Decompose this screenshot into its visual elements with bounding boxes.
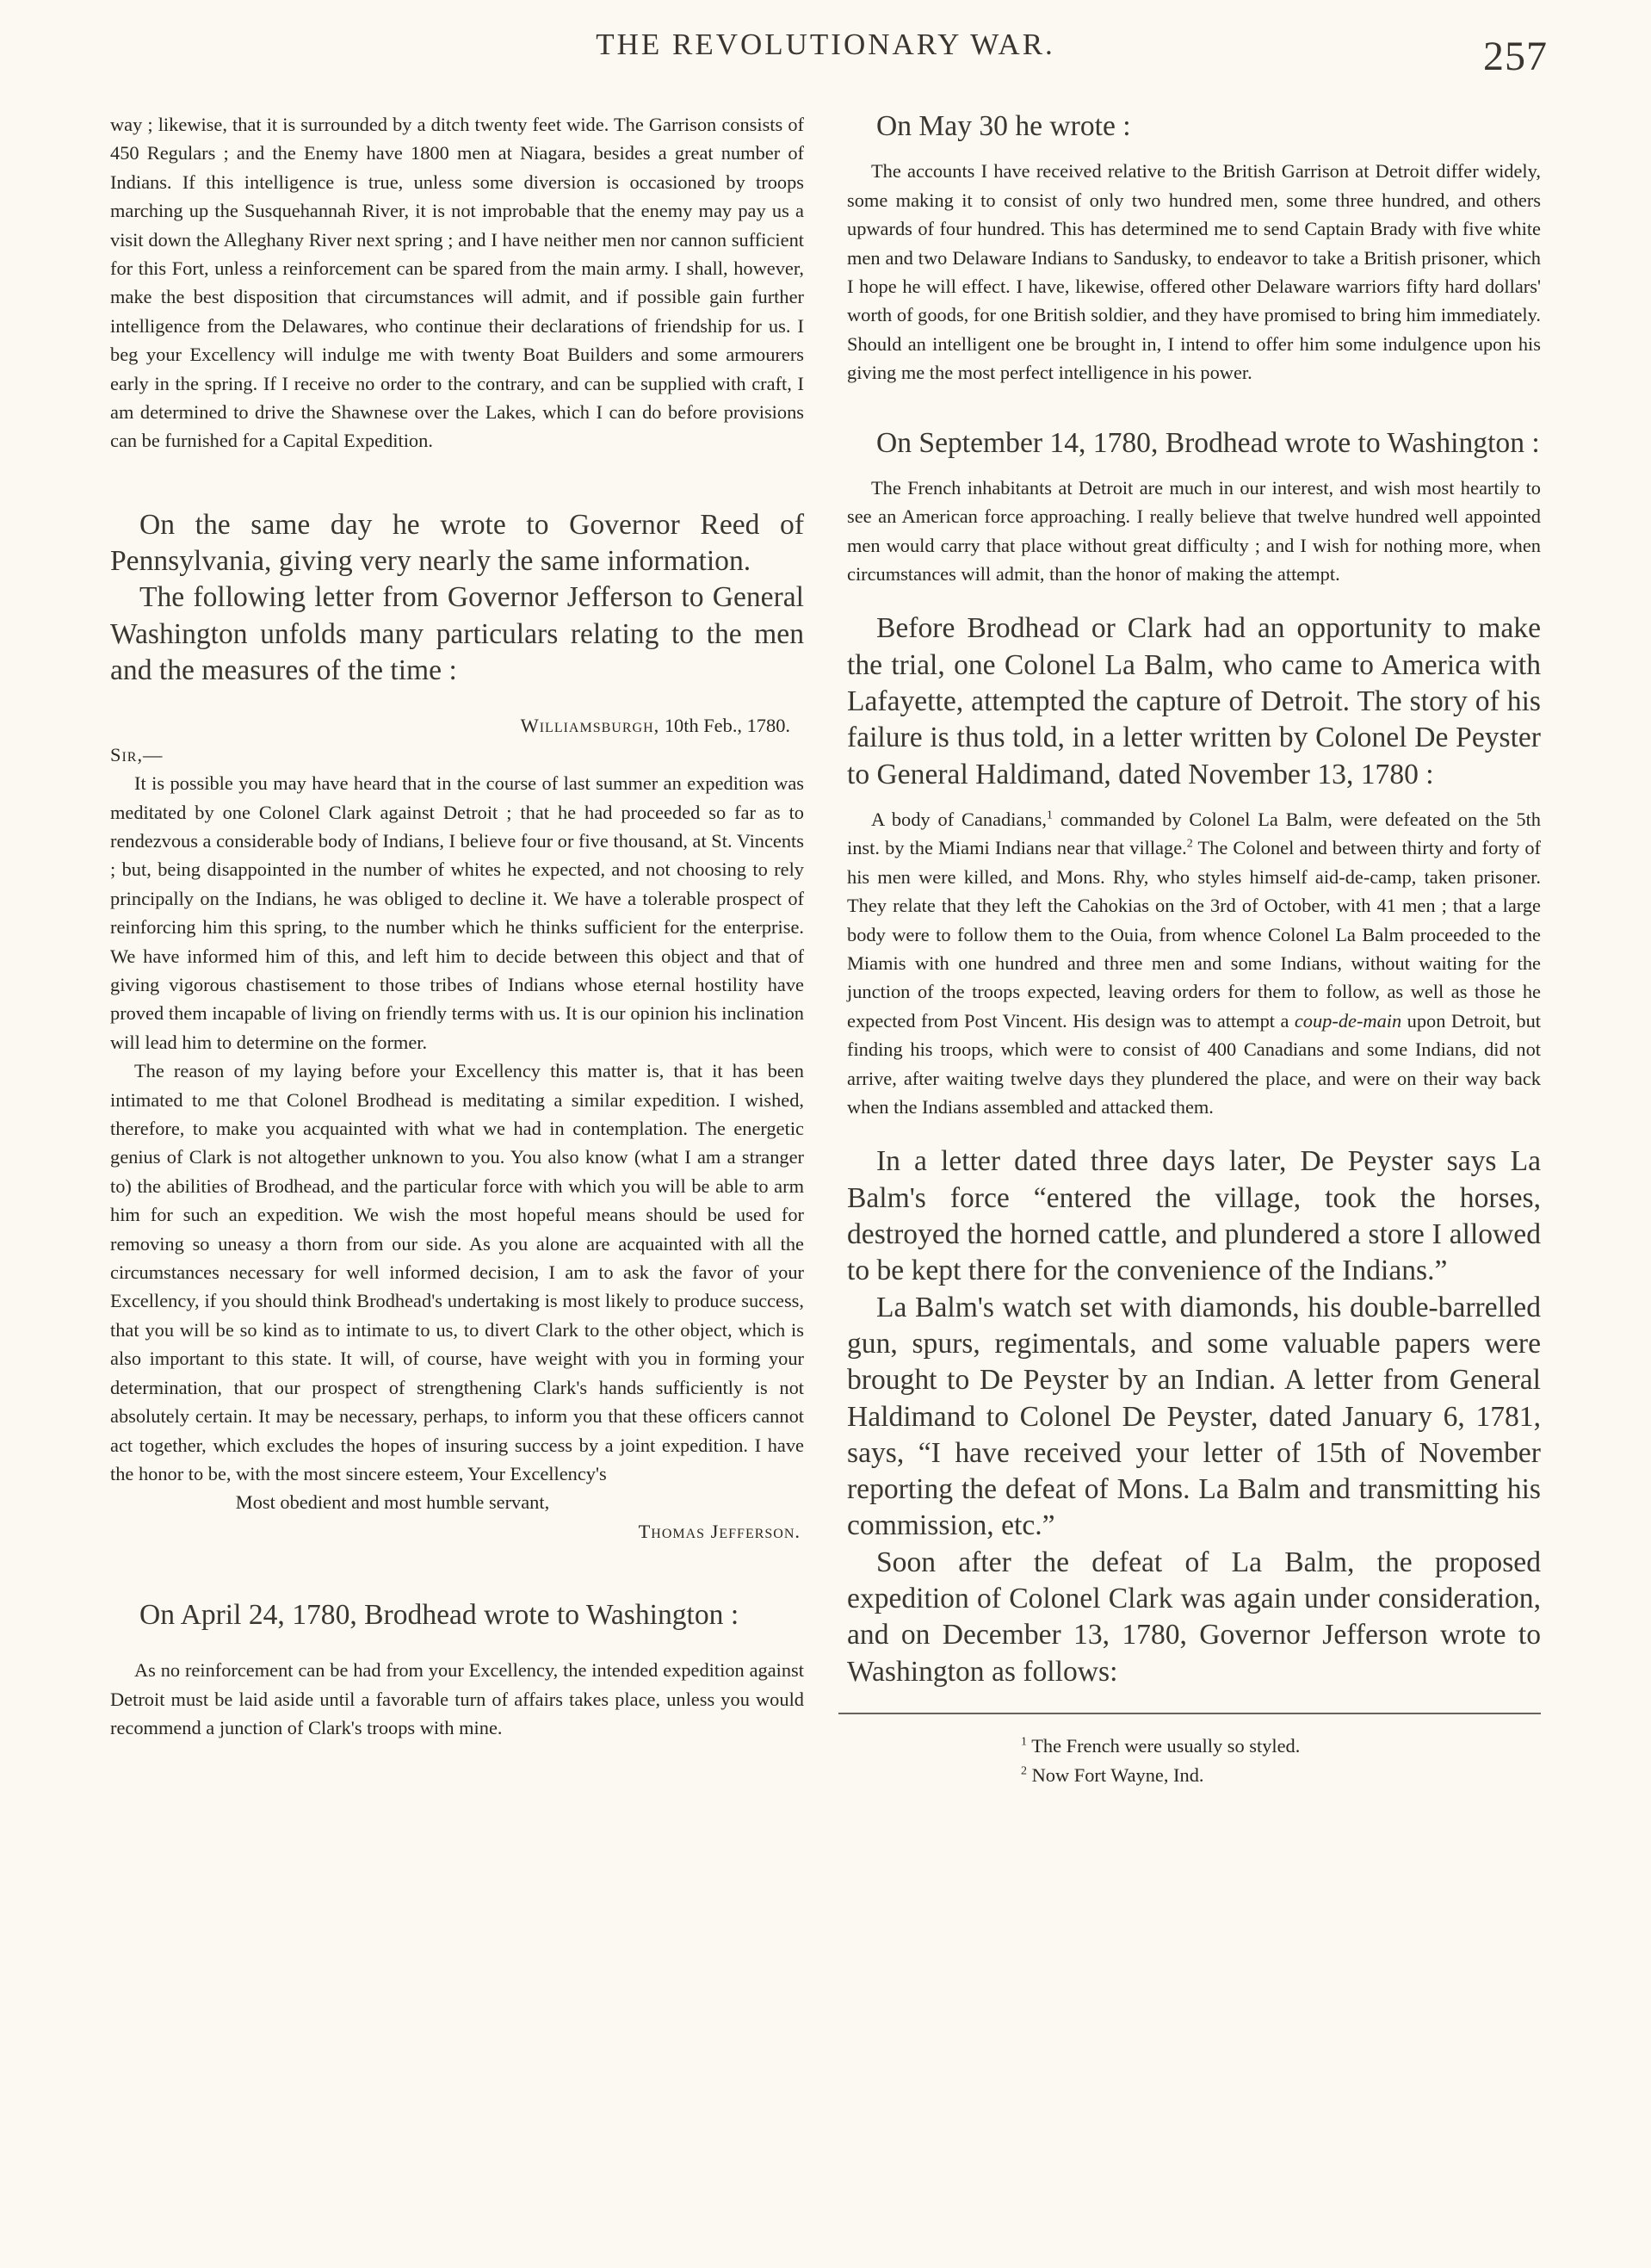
narrative-paragraph: On May 30 he wrote :	[876, 110, 1131, 142]
quote-italic-term: coup-de-main	[1294, 1009, 1402, 1032]
letter-closing: Most obedient and most humble servant,	[235, 1491, 550, 1514]
letter-dateline	[110, 711, 804, 740]
narrative-paragraph: The following letter from Governor Jefferson to General Washington unfolds many particulars relating to the men and the measures of the time :	[110, 581, 804, 687]
letter-salutation: Sir,—	[110, 743, 164, 765]
footnote-mark: 2	[1021, 1764, 1027, 1778]
dateline-place: Williamsburgh,	[520, 715, 660, 737]
quoted-letter: As no reinforcement can be had from your Excellency, the intended expedition against Detroit must be laid aside until a favorable turn of affairs takes place, unless you would recommend a junction of Clark's troops with mine.	[110, 1659, 804, 1739]
left-column	[110, 110, 804, 1743]
quote-text: commanded by Colonel La Balm, were defeated on the 5th inst. by the Miami Indians near that village.	[847, 808, 1541, 859]
narrative-paragraph: In a letter dated three days later, De Peyster says La Balm's force “entered the village, took the horses, destroyed the horned cattle, and plundered a store I allowed to be kept there for the convenience of the Indians.”	[847, 1145, 1541, 1287]
narrative-paragraph: On September 14, 1780, Brodhead wrote to Washington :	[876, 426, 1540, 459]
dateline-date: 10th Feb., 1780.	[664, 715, 790, 737]
footnote-text: Now Fort Wayne, Ind.	[1031, 1763, 1204, 1786]
footnote-ref: 1	[1046, 809, 1053, 822]
narrative-paragraph: La Balm's watch set with diamonds, his double-barrelled gun, spurs, regimentals, and some valuable papers were brought to De Peyster by an Indian. A letter from General Haldimand to Colonel De Peyster, dated January 6, 1781, says, “I have received your letter of 15th of November reporting the defeat of Mons. La Balm and transmitting his commission, etc.”	[847, 1291, 1541, 1542]
right-column	[847, 110, 1541, 1790]
footnote-ref: 2	[1186, 837, 1193, 851]
quote-text: The Colonel and between thirty and forty of his men were killed, and Mons. Rhy, who styles himself aid-de-camp, taken prisoner. They relate that they left the Cahokias on the 3rd of October, with 41 men ; that a large body were to follow them to the Ouia, from whence Colonel La Balm proceeded to the Miamis with one hundred and three men and some Indians, without waiting for the junction of the troops expected, leaving orders for them to follow, as well as those he expected from Post Vincent. His design was to attempt a	[847, 837, 1541, 1032]
quote-text: upon Detroit, but finding his troops, which were to consist of 400 Canadians and some Indians, did not arrive, after waiting twelve days they plundered the place, and were on their way back when the Indians assembled and attacked them.	[847, 1009, 1541, 1119]
footnotes	[847, 1732, 1541, 1790]
quoted-letter: The French inhabitants at Detroit are much in our interest, and wish most heartily to see an American force approaching. I really believe that twelve hundred well appointed men would carry that place without great difficulty ; and I wish for nothing more, when circumstances will admit, than the honor of making the attempt.	[847, 476, 1541, 586]
footnote-text: The French were usually so styled.	[1031, 1734, 1301, 1757]
quoted-letter	[847, 805, 1541, 1121]
letter-continuation: way ; likewise, that it is surrounded by a ditch twenty feet wide. The Garrison consists of 450 Regulars ; and the Enemy have 1800 men at Niagara, besides a great number of Indians. If this intelligence is true, unless some diversion is occasioned by troops marching up the Susquehannah River, it is not improbable that the enemy may pay us a visit down the Alleghany River next spring ; and I have neither men nor cannon sufficient for this Fort, unless a reinforcement can be spared from the main army. I shall, however, make the best disposition that circumstances will admit, and if possible gain further intelligence from the Delawares, who continue their declarations of friendship for us. I beg your Excellency will indulge me with twenty Boat Builders and some armourers early in the spring. If I receive no order to the contrary, and can be supplied with craft, I am determined to drive the Shawnese over the Lakes, which I can do before provisions can be furnished for a Capital Expedition.	[110, 114, 804, 452]
footnote	[1021, 1761, 1541, 1790]
narrative-paragraph: On April 24, 1780, Brodhead wrote to Washington :	[139, 1599, 739, 1632]
footnote-mark: 1	[1021, 1735, 1027, 1749]
narrative-paragraph: Soon after the defeat of La Balm, the proposed expedition of Colonel Clark was again under consideration, and on December 13, 1780, Governor Jefferson wrote to Washington as follows:	[847, 1546, 1541, 1688]
letter-paragraph: It is possible you may have heard that in the course of last summer an expedition was meditated by one Colonel Clark against Detroit ; that he had proceeded so far as to rendezvous a considerable body of Indians, I believe four or five thousand, at St. Vincents ; but, being disappointed in the number of whites he expected, and not choosing to rely principally on the Indians, he was obliged to decline it. We have a tolerable prospect of reinforcing him this spring, to the number which he thinks sufficient for the enterprise. We have informed him of this, and left him to decide between this object and that of giving vigorous chastisement to those tribes of Indians whose eternal hostility have proved them incapable of living on friendly terms with us. It is our opinion his inclination will lead him to determine on the former.	[110, 772, 804, 1053]
footnote	[1021, 1732, 1541, 1761]
letter-paragraph: The reason of my laying before your Excellency this matter is, that it has been intimated to me that Colonel Brodhead is meditating a similar expedition. I wished, therefore, to make you acquainted with what we had in contemplation. The energetic genius of Clark is not altogether unknown to you. You also know (what I am a stranger to) the abilities of Brodhead, and the particular force with which you will be able to arm him for such an expedition. We wish the most hopeful means should be used for removing so uneasy a thorn from our side. As you alone are acquainted with all the circumstances necessary for well informed decision, I am to ask the favor of your Excellency, if you should think Brodhead's undertaking is most likely to produce success, that you will be so kind as to intimate to us, to divert Clark to the other object, which is also important to this state. It will, of course, have weight with you in forming your determination, that our prospect of strengthening Clark's hands sufficiently is not absolutely certain. It may be necessary, perhaps, to inform you that these officers cannot act together, which excludes the hopes of insuring success by a joint expedition. I have the honor to be, with the most sincere esteem, Your Excellency's	[110, 1060, 804, 1484]
narrative-paragraph: Before Brodhead or Clark had an opportunity to make the trial, one Colonel La Balm, who came to America with Lafayette, attempted the capture of Detroit. The story of his failure is thus told, in a letter written by Colonel De Peyster to General Haldimand, dated November 13, 1780 :	[847, 612, 1541, 790]
page-number: 257	[1483, 34, 1548, 79]
footnote-rule	[838, 1713, 1541, 1714]
running-title: THE REVOLUTIONARY WAR.	[596, 28, 1055, 61]
quoted-letter: The accounts I have received relative to the British Garrison at Detroit differ widely, some making it to consist of only two hundred men, some three hundred, and others upwards of four hundred. This has determined me to send Captain Brady with five white men and two Delaware Indians to Sandusky, to endeavor to take a British prisoner, which I hope he will effect. I have, likewise, offered other Delaware warriors fifty hard dollars' worth of goods, for one British soldier, and they have promised to bring him immediately. Should an intelligent one be brought in, I intend to offer him some indulgence upon his giving me the most perfect intelligence in his power.	[847, 160, 1541, 384]
narrative-paragraph: On the same day he wrote to Governor Reed of Pennsylvania, giving very nearly the same information.	[110, 508, 804, 578]
page-header	[0, 28, 1651, 79]
letter-signature: Thomas Jefferson.	[638, 1520, 801, 1542]
quote-text: A body of Canadians,	[871, 808, 1047, 830]
